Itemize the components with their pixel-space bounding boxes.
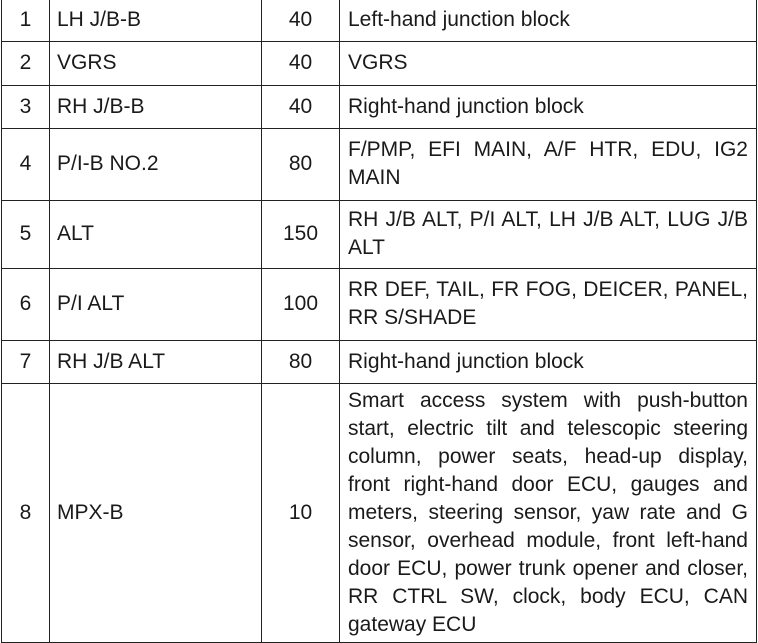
fuse-circuit: F/PMP, EFI MAIN, A/F HTR, EDU, IG2 MAIN: [340, 128, 757, 200]
fuse-circuit: Left-hand junction block: [340, 0, 757, 41]
table-row: [2, 200, 757, 268]
fuse-table: [1, 0, 757, 643]
fuse-ampere: 80: [262, 340, 340, 383]
fuse-ampere: 10: [262, 383, 340, 642]
fuse-number: 3: [2, 85, 50, 128]
fuse-name: ALT: [50, 200, 262, 268]
fuse-ampere: 80: [262, 128, 340, 200]
fuse-number: 5: [2, 200, 50, 268]
fuse-circuit: Right-hand junction block: [340, 340, 757, 383]
fuse-ampere: 40: [262, 41, 340, 85]
fuse-number: 4: [2, 128, 50, 200]
table-row: [2, 85, 757, 128]
fuse-number: 6: [2, 268, 50, 340]
fuse-number: 7: [2, 340, 50, 383]
table-row: [2, 0, 757, 41]
fuse-name: P/I ALT: [50, 268, 262, 340]
fuse-circuit: VGRS: [340, 41, 757, 85]
fuse-circuit: RR DEF, TAIL, FR FOG, DEICER, PANEL, RR S/SHADE: [340, 268, 757, 340]
fuse-circuit: Smart access system with push-button start, electric tilt and telescopic steering column, power seats, head-up display, front right-hand door ECU, gauges and meters, steering sensor, yaw rate and G sensor, overhead module, front left-hand door ECU, power trunk opener and closer, RR CTRL SW, clock, body ECU, CAN gateway ECU: [340, 383, 757, 642]
fuse-name: LH J/B-B: [50, 0, 262, 41]
fuse-ampere: 40: [262, 85, 340, 128]
fuse-name: P/I-B NO.2: [50, 128, 262, 200]
table-row: [2, 128, 757, 200]
fuse-number: 8: [2, 383, 50, 642]
fuse-number: 1: [2, 0, 50, 41]
fuse-circuit: Right-hand junction block: [340, 85, 757, 128]
fuse-ampere: 150: [262, 200, 340, 268]
fuse-name: RH J/B-B: [50, 85, 262, 128]
table-row: [2, 383, 757, 642]
table-row: [2, 340, 757, 383]
fuse-ampere: 100: [262, 268, 340, 340]
fuse-name: MPX-B: [50, 383, 262, 642]
table-row: [2, 268, 757, 340]
fuse-number: 2: [2, 41, 50, 85]
fuse-circuit: RH J/B ALT, P/I ALT, LH J/B ALT, LUG J/B ALT: [340, 200, 757, 268]
fuse-name: VGRS: [50, 41, 262, 85]
fuse-name: RH J/B ALT: [50, 340, 262, 383]
table-row: [2, 41, 757, 85]
fuse-ampere: 40: [262, 0, 340, 41]
